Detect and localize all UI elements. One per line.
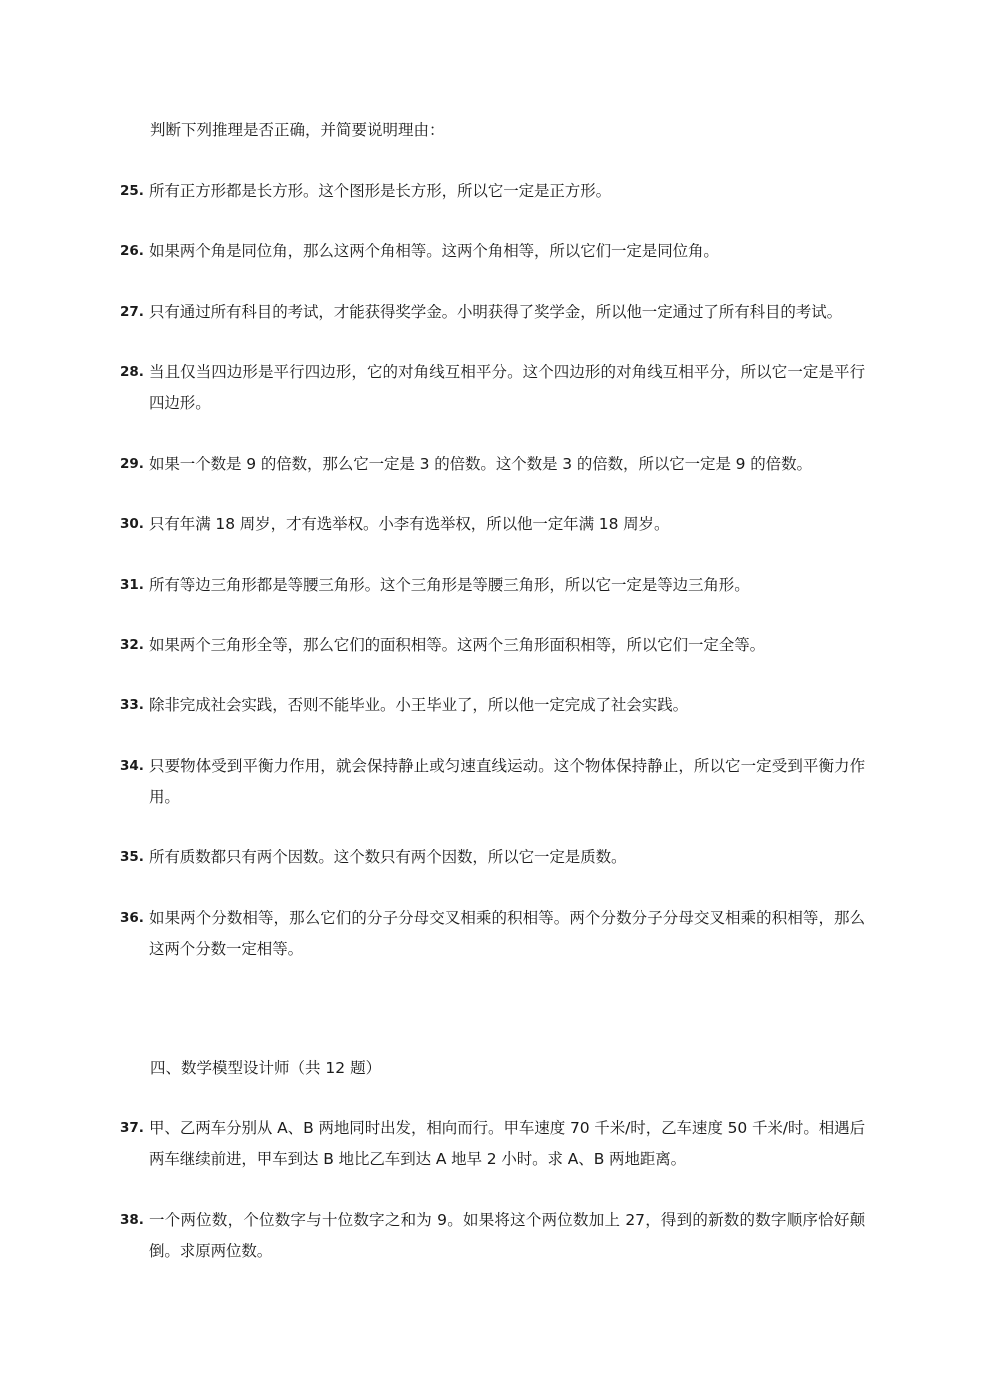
question-number: 28. xyxy=(120,364,144,380)
question-text: 所有等边三角形都是等腰三角形。这个三角形是等腰三角形，所以它一定是等边三角形。 xyxy=(149,576,750,594)
question-number: 34. xyxy=(120,758,144,774)
question-item-35 xyxy=(120,842,865,873)
question-number: 33. xyxy=(120,697,144,713)
question-number: 27. xyxy=(120,304,144,320)
question-text: 所有质数都只有两个因数。这个数只有两个因数，所以它一定是质数。 xyxy=(149,848,627,866)
question-item-31 xyxy=(120,570,865,601)
question-number: 37. xyxy=(120,1120,144,1136)
question-text: 除非完成社会实践，否则不能毕业。小王毕业了，所以他一定完成了社会实践。 xyxy=(149,696,689,714)
section-heading: 四、数学模型设计师（共 12 题） xyxy=(150,1059,382,1077)
question-item-32 xyxy=(120,630,865,661)
question-number: 32. xyxy=(120,637,144,653)
question-text: 只有通过所有科目的考试，才能获得奖学金。小明获得了奖学金，所以他一定通过了所有科目的考试。 xyxy=(149,303,843,321)
question-item-33 xyxy=(120,690,865,721)
question-text: 只要物体受到平衡力作用，就会保持静止或匀速直线运动。这个物体保持静止，所以它一定受到平衡力作用。 xyxy=(149,757,865,806)
question-number: 36. xyxy=(120,910,144,926)
question-text: 当且仅当四边形是平行四边形，它的对角线互相平分。这个四边形的对角线互相平分，所以它一定是平行四边形。 xyxy=(149,363,865,412)
question-item-30 xyxy=(120,509,865,540)
question-item-26 xyxy=(120,236,865,267)
question-text: 只有年满 18 周岁，才有选举权。小李有选举权，所以他一定年满 18 周岁。 xyxy=(149,515,670,533)
question-item-29 xyxy=(120,449,865,480)
question-item-37 xyxy=(120,1113,865,1175)
question-number: 38. xyxy=(120,1212,144,1228)
question-number: 35. xyxy=(120,849,144,865)
question-text: 如果两个分数相等，那么它们的分子分母交叉相乘的积相等。两个分数分子分母交叉相乘的积相等，那么这两个分数一定相等。 xyxy=(149,909,865,958)
question-number: 26. xyxy=(120,243,144,259)
question-text: 一个两位数，个位数字与十位数字之和为 9。如果将这个两位数加上 27，得到的新数的数字顺序恰好颠倒。求原两位数。 xyxy=(149,1211,865,1260)
question-number: 30. xyxy=(120,516,144,532)
question-text: 如果一个数是 9 的倍数，那么它一定是 3 的倍数。这个数是 3 的倍数，所以它一定是 9 的倍数。 xyxy=(149,455,812,473)
question-number: 31. xyxy=(120,577,144,593)
question-item-34 xyxy=(120,751,865,813)
question-item-28 xyxy=(120,357,865,419)
question-number: 29. xyxy=(120,456,144,472)
question-item-36 xyxy=(120,903,865,965)
question-text: 如果两个三角形全等，那么它们的面积相等。这两个三角形面积相等，所以它们一定全等。 xyxy=(149,636,766,654)
question-number: 25. xyxy=(120,183,144,199)
question-item-27 xyxy=(120,297,865,328)
instructions-text: 判断下列推理是否正确，并简要说明理由： xyxy=(150,121,445,139)
question-text: 如果两个角是同位角，那么这两个角相等。这两个角相等，所以它们一定是同位角。 xyxy=(149,242,719,260)
question-text: 甲、乙两车分别从 A、B 两地同时出发，相向而行。甲车速度 70 千米/时，乙车速度 50 千米/时。相遇后两车继续前进，甲车到达 B 地比乙车到达 A 地早 2 小时。求 A、B 两地距离。 xyxy=(149,1119,865,1168)
question-item-38 xyxy=(120,1205,865,1267)
question-item-25 xyxy=(120,176,865,207)
question-text: 所有正方形都是长方形。这个图形是长方形，所以它一定是正方形。 xyxy=(149,182,612,200)
